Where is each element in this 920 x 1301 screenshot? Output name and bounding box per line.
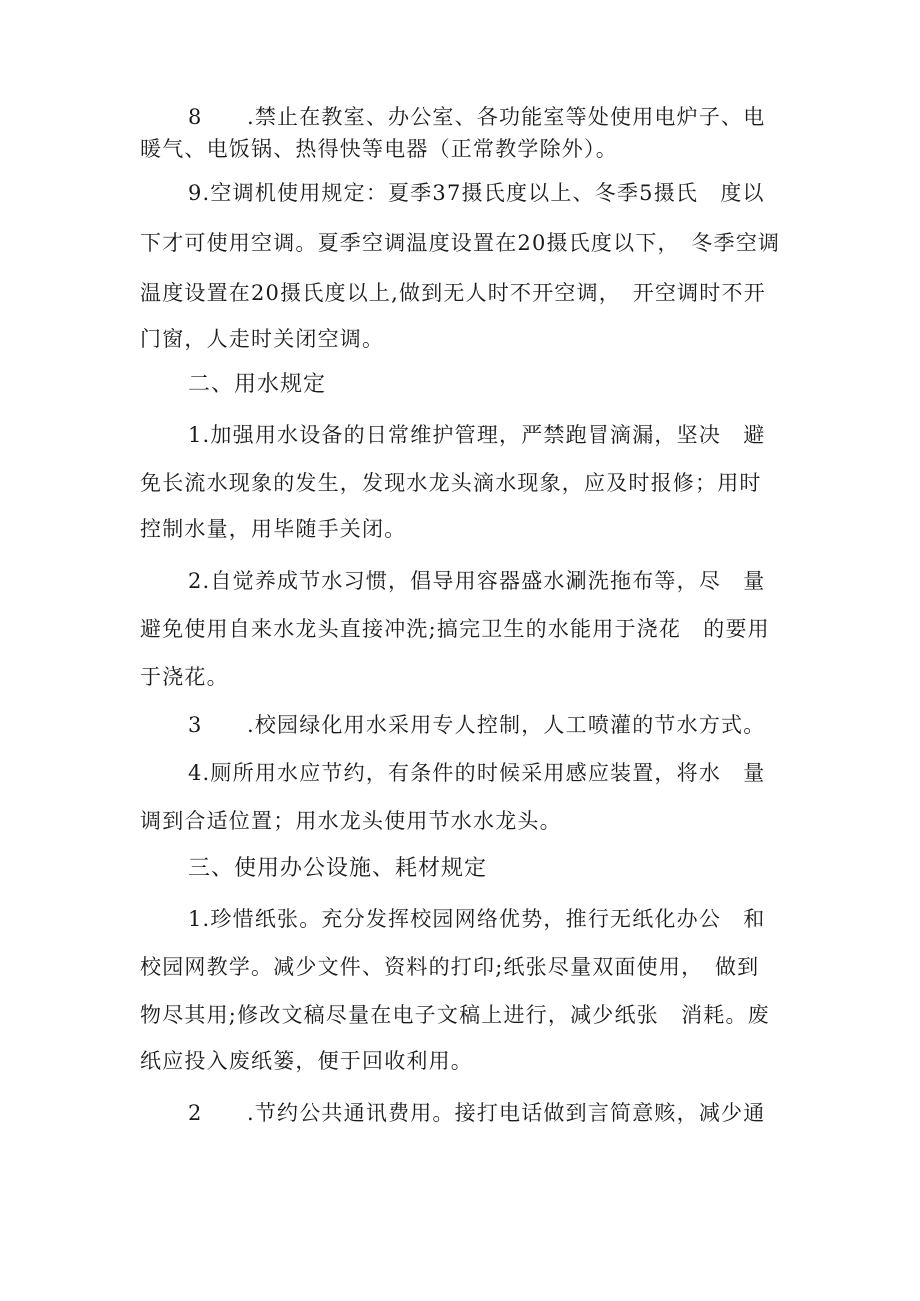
- text-line: 控制水量，用毕随手关闭。: [140, 517, 407, 541]
- text-line: 温度设置在20摄氏度以上,做到无人时不开空调， 开空调时不开: [140, 281, 766, 305]
- text-line: 调到合适位置；用水龙头使用节水水龙头。: [140, 809, 562, 833]
- text-line: 下才可使用空调。夏季空调温度设置在20摄氏度以下， 冬季空调: [140, 231, 781, 255]
- text-line: 免长流水现象的发生，发现水龙头滴水现象，应及时报修；用时: [140, 471, 762, 495]
- text-line: 4.厕所用水应节约，有条件的时候采用感应装置，将水 量: [188, 761, 766, 785]
- text-line: 门窗，人走时关闭空调。: [140, 327, 385, 351]
- text-line: 暖气、电饭锅、热得快等电器（正常教学除外）。: [140, 137, 618, 161]
- section-heading: 二、用水规定: [188, 372, 327, 397]
- text-line: 1.珍惜纸张。充分发挥校园网络优势，推行无纸化办公 和: [188, 907, 766, 931]
- section-heading: 三、使用办公设施、耗材规定: [188, 856, 488, 881]
- text-line: 于浇花。: [140, 665, 229, 689]
- text-line: 3 .校园绿化用水采用专人控制，人工喷灌的节水方式。: [188, 713, 766, 737]
- text-line: 8 .禁止在教室、办公室、各功能室等处使用电炉子、电: [188, 105, 766, 129]
- text-line: 纸应投入废纸篓，便于回收利用。: [140, 1049, 473, 1073]
- text-line: 避免使用自来水龙头直接冲洗;搞完卫生的水能用于浇花 的要用: [140, 617, 770, 641]
- text-line: 2 .节约公共通讯费用。接打电话做到言简意赅，减少通: [188, 1101, 766, 1125]
- text-line: 1.加强用水设备的日常维护管理，严禁跑冒滴漏，坚决 避: [188, 423, 766, 447]
- text-line: 2.自觉养成节水习惯，倡导用容器盛水涮洗拖布等，尽 量: [188, 569, 766, 593]
- text-line: 9.空调机使用规定：夏季37摄氏度以上、冬季5摄氏 度以: [188, 181, 765, 205]
- text-line: 物尽其用;修改文稿尽量在电子文稿上进行，减少纸张 消耗。废: [140, 1003, 770, 1027]
- text-line: 校园网教学。减少文件、资料的打印;纸张尽量双面使用， 做到: [140, 955, 760, 979]
